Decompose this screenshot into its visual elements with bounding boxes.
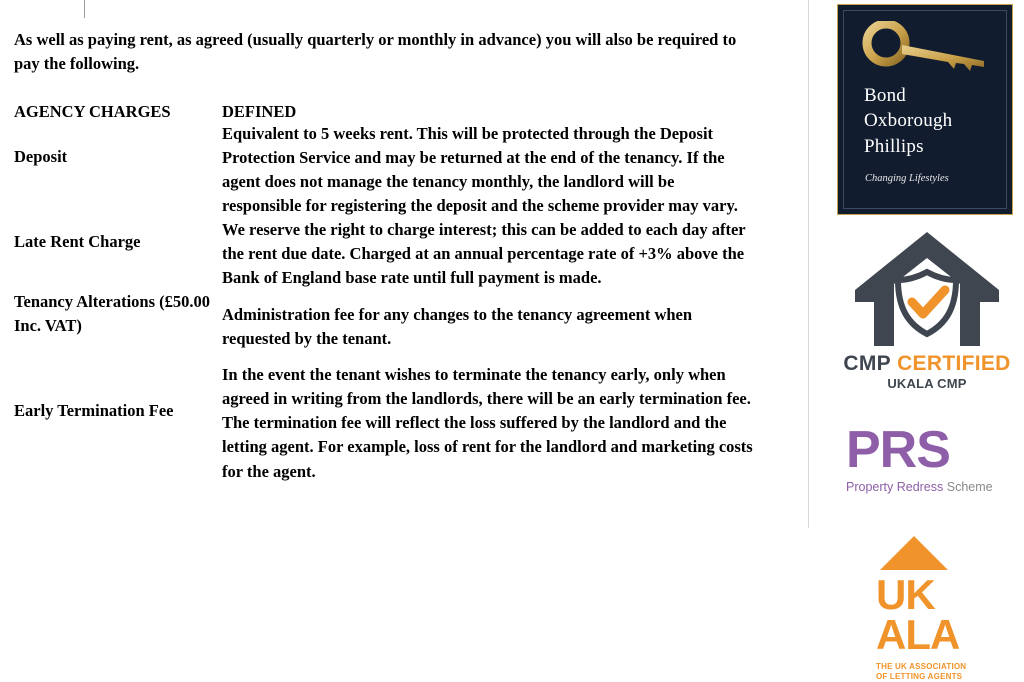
prs-subtitle-grey: Scheme: [946, 480, 993, 494]
cmp-title-accent: CERTIFIED: [897, 352, 1011, 375]
charge-term: Late Rent Charge: [14, 231, 141, 251]
house-shield-icon: [852, 228, 1002, 352]
ukala-line-2: ALA: [876, 611, 960, 659]
prs-subtitle-accent: Property Redress: [846, 480, 944, 494]
logo-tagline: Changing Lifestyles: [865, 173, 949, 184]
ukala-subtitle-line-2: OF LETTING AGENTS: [876, 672, 963, 682]
charge-term: Deposit: [14, 147, 68, 167]
top-margin-rule: [84, 0, 85, 18]
prs-mark: PRS: [846, 421, 950, 479]
intro-paragraph: As well as paying rent, as agreed (usually quarterly or monthly in advance) you will also be required to pay the following.: [14, 30, 737, 73]
document-content: [14, 28, 774, 484]
charge-term: Tenancy Alterations (£50.00 Inc. VAT): [14, 292, 211, 335]
table-row: [14, 363, 754, 483]
logo-company-name: [864, 83, 952, 159]
logo-column: [830, 0, 1024, 682]
agency-charges-table: [14, 102, 754, 484]
key-icon: [860, 21, 992, 79]
table-row: [14, 290, 754, 363]
cmp-certified-logo: [830, 228, 1024, 393]
ukala-subtitle-line-1: THE UK ASSOCIATION: [876, 661, 967, 671]
prs-subtitle: [846, 480, 1008, 494]
prs-logo: [846, 421, 1008, 506]
column-header-defined: DEFINED: [222, 101, 297, 121]
charge-definition: In the event the tenant wishes to terminate the tenancy early, only when agreed in writing from the landlords, there will be an early termination fee. The termination fee will reflect the loss suffered by the landlord and the letting agent. For example, loss of rent for the landlord and marketing costs for the agent.: [222, 365, 753, 481]
charge-definition: We reserve the right to charge interest; this can be added to each day after the rent due date. Charged at an annual percentage rate of +3% above the Bank of England base rate until full payment is made.: [222, 220, 746, 288]
ukala-subtitle: [876, 662, 986, 682]
ukala-logo: [876, 536, 986, 682]
cmp-title: [830, 352, 1024, 376]
table-row: [14, 122, 754, 218]
logo-name-line-2: Oxborough: [864, 110, 953, 132]
column-header-agency-charges: AGENCY CHARGES: [14, 101, 171, 121]
right-margin-rule: [808, 0, 809, 528]
table-header-row: [14, 102, 754, 122]
triangle-icon: [880, 536, 948, 570]
bond-oxborough-phillips-logo: [837, 4, 1013, 215]
cmp-subtitle: UKALA CMP: [887, 376, 967, 391]
logo-name-line-3: Phillips: [864, 135, 924, 157]
cmp-title-dark: CMP: [843, 352, 891, 375]
charge-term: Early Termination Fee: [14, 400, 174, 420]
logo-name-line-1: Bond: [864, 85, 906, 106]
charge-definition: Administration fee for any changes to the tenancy agreement when requested by the tenant.: [222, 304, 693, 348]
ukala-line-1: UK: [876, 571, 935, 618]
charge-definition: Equivalent to 5 weeks rent. This will be protected through the Deposit Protection Service and may be returned at the end of the tenancy. If the agent does not manage the tenancy monthly, the landlord will be responsible for registering the deposit and the scheme provider may vary.: [222, 123, 738, 216]
table-row: [14, 218, 754, 290]
